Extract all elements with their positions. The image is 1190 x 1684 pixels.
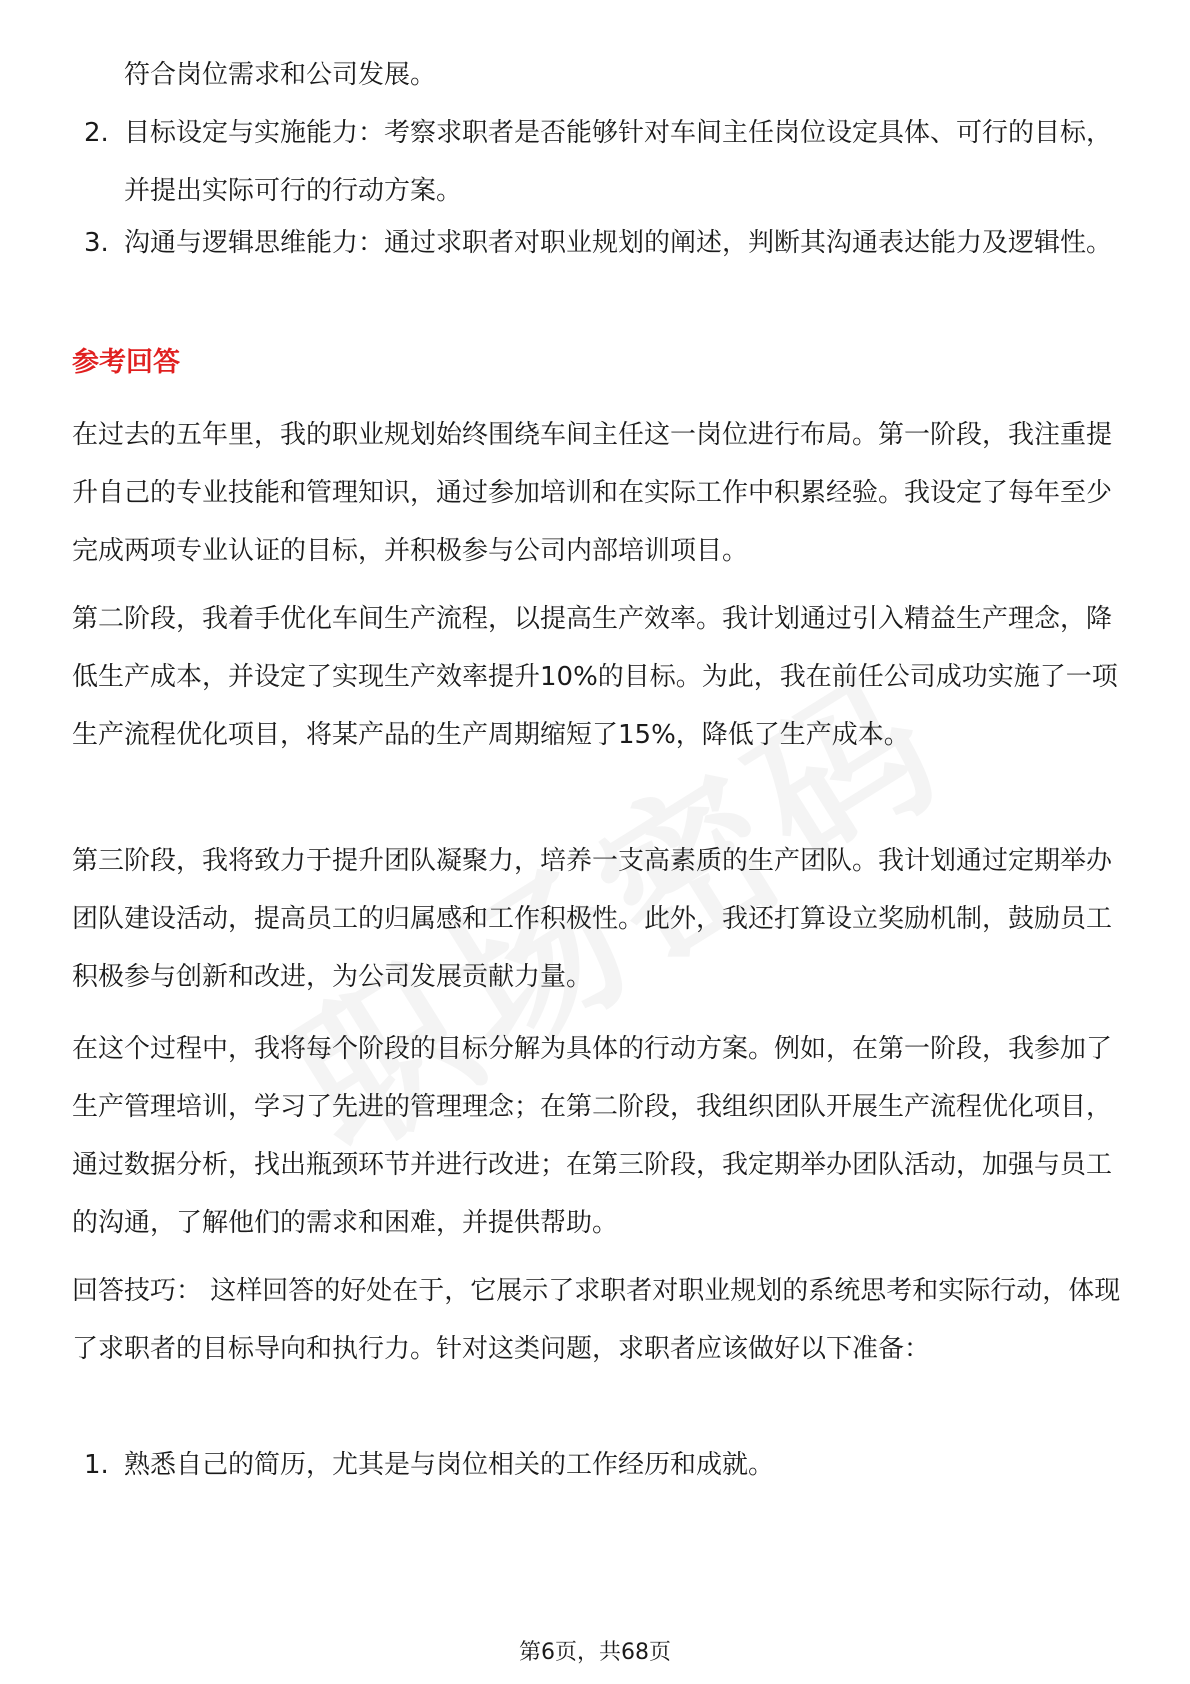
criteria-item-1-continuation: 符合岗位需求和公司发展。: [124, 60, 437, 90]
paragraph-answer-tips: 回答技巧： 这样回答的好处在于，它展示了求职者对职业规划的系统思考和实际行动，体现了求职者的目标导向和执行力。针对这类问题，求职者应该做好以下准备：: [72, 1276, 1121, 1364]
list-number: 2.: [84, 118, 109, 148]
list-text: 目标设定与实施能力：考察求职者是否能够针对车间主任岗位设定具体、可行的目标，并提出实际可行的行动方案。: [124, 118, 1113, 206]
list-number: 1.: [84, 1450, 109, 1480]
paragraph-4: 在这个过程中，我将每个阶段的目标分解为具体的行动方案。例如，在第一阶段，我参加了生产管理培训，学习了先进的管理理念；在第二阶段，我组织团队开展生产流程优化项目，通过数据分析，找出瓶颈环节并进行改进；在第三阶段，我定期举办团队活动，加强与员工的沟通，了解他们的需求和困难，并提供帮助。: [72, 1034, 1113, 1238]
criteria-item-3: [84, 214, 1124, 272]
prep-item-1: [84, 1436, 1124, 1494]
list-text: 沟通与逻辑思维能力：通过求职者对职业规划的阐述，判断其沟通表达能力及逻辑性。: [124, 228, 1113, 258]
paragraph-2: 第二阶段，我着手优化车间生产流程，以提高生产效率。我计划通过引入精益生产理念，降低生产成本，并设定了实现生产效率提升10%的目标。为此，我在前任公司成功实施了一项生产流程优化项目，将某产品的生产周期缩短了15%，降低了生产成本。: [72, 604, 1118, 750]
criteria-item-2: [84, 104, 1124, 220]
paragraph-1: 在过去的五年里，我的职业规划始终围绕车间主任这一岗位进行布局。第一阶段，我注重提升自己的专业技能和管理知识，通过参加培训和在实际工作中积累经验。我设定了每年至少完成两项专业认证的目标，并积极参与公司内部培训项目。: [72, 420, 1113, 566]
section-heading-reference-answer: 参考回答: [72, 347, 180, 378]
page-footer: 第6页，共68页: [519, 1640, 671, 1665]
list-text: 熟悉自己的简历，尤其是与岗位相关的工作经历和成就。: [124, 1450, 775, 1480]
paragraph-3: 第三阶段，我将致力于提升团队凝聚力，培养一支高素质的生产团队。我计划通过定期举办团队建设活动，提高员工的归属感和工作积极性。此外，我还打算设立奖励机制，鼓励员工积极参与创新和改进，为公司发展贡献力量。: [72, 846, 1113, 992]
list-number: 3.: [84, 228, 109, 258]
